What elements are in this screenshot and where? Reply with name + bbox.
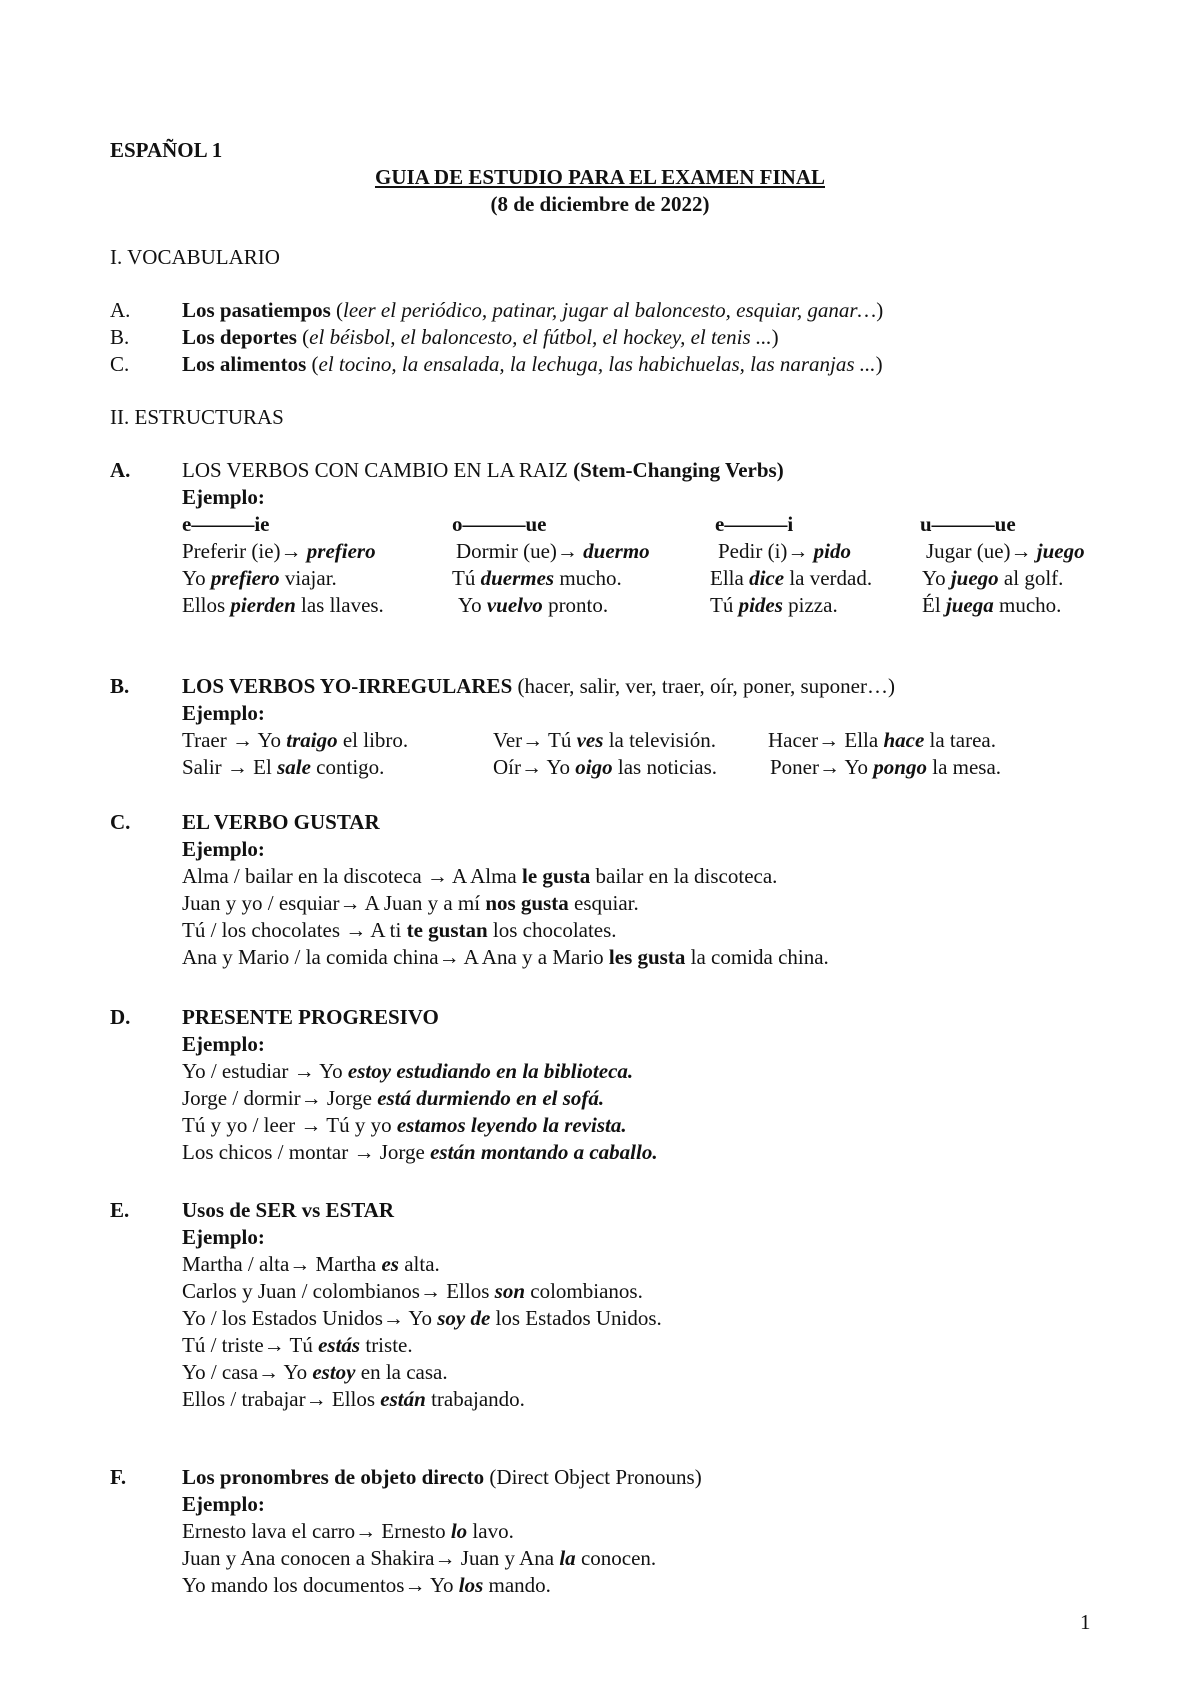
vocab-label: Los alimentos <box>182 352 307 376</box>
struct-f-title: Los pronombres de objeto directo (Direct Object Pronouns) <box>182 1465 702 1489</box>
yo-irregular-example: Ver→ Tú ves la televisión. <box>493 728 716 752</box>
vocab-label: Los pasatiempos <box>182 298 331 322</box>
arrow-icon: → <box>305 1387 327 1411</box>
stem-sentence: Él juega mucho. <box>922 593 1062 617</box>
pronoun-example: Juan y Ana conocen a Shakira→ Juan y Ana la conocen. <box>182 1546 657 1570</box>
gustar-example: Alma / bailar en la discoteca → A Alma le gusta bailar en la discoteca. <box>182 864 778 888</box>
progresivo-example: Jorge / dormir→ Jorge está durmiendo en el sofá. <box>182 1086 605 1110</box>
struct-letter-e: E. <box>110 1198 130 1222</box>
yo-irregular-example: Salir → El sale contigo. <box>182 755 385 779</box>
struct-b-title: LOS VERBOS YO-IRREGULARES (hacer, salir, ver, traer, oír, poner, suponer…) <box>182 674 895 698</box>
arrow-icon: → <box>263 1333 285 1357</box>
progresivo-example: Yo / estudiar → Yo estoy estudiando en la biblioteca. <box>182 1059 634 1083</box>
arrow-icon: → <box>382 1306 404 1330</box>
struct-letter-a: A. <box>110 458 131 482</box>
arrow-icon: → <box>355 1519 377 1543</box>
vocab-examples: el béisbol, el baloncesto, el fútbol, el hockey, el tenis ... <box>309 325 772 349</box>
arrow-icon: → <box>353 1140 375 1164</box>
pronoun-example: Yo mando los documentos→ Yo los mando. <box>182 1573 551 1597</box>
section-vocabulario-heading: I. VOCABULARIO <box>110 245 280 269</box>
arrow-icon: → <box>787 539 809 563</box>
arrow-icon: → <box>289 1252 311 1276</box>
progresivo-example: Tú y yo / leer → Tú y yo estamos leyendo la revista. <box>182 1113 627 1137</box>
vocab-letter-b: B. <box>110 325 130 349</box>
arrow-icon: → <box>280 539 302 563</box>
arrow-icon: → <box>818 728 840 752</box>
stem-sentence: Tú pides pizza. <box>710 593 838 617</box>
stem-sentence: Ellos pierden las llaves. <box>182 593 384 617</box>
struct-letter-c: C. <box>110 810 131 834</box>
progresivo-example: Los chicos / montar → Jorge están montando a caballo. <box>182 1140 658 1164</box>
arrow-icon: → <box>293 1059 315 1083</box>
arrow-icon: → <box>522 728 544 752</box>
page-number: 1 <box>1080 1610 1091 1634</box>
gustar-example: Tú / los chocolates → A ti te gustan los chocolates. <box>182 918 617 942</box>
arrow-icon: → <box>231 728 253 752</box>
stem-sentence: Tú duermes mucho. <box>452 566 622 590</box>
ser-estar-example: Yo / casa→ Yo estoy en la casa. <box>182 1360 448 1384</box>
page-title: GUIA DE ESTUDIO PARA EL EXAMEN FINAL <box>374 165 825 189</box>
struct-letter-b: B. <box>110 674 130 698</box>
vocab-examples: el tocino, la ensalada, la lechuga, las habichuelas, las naranjas ... <box>318 352 876 376</box>
arrow-icon: → <box>419 1279 441 1303</box>
ejemplo-label: Ejemplo: <box>182 701 265 725</box>
vocab-item-pasatiempos: Los pasatiempos (leer el periódico, patinar, jugar al baloncesto, esquiar, ganar…) <box>182 298 884 322</box>
pronoun-example: Ernesto lava el carro→ Ernesto lo lavo. <box>182 1519 514 1543</box>
gustar-example: Ana y Mario / la comida china→ A Ana y a Mario les gusta la comida china. <box>182 945 829 969</box>
ejemplo-label: Ejemplo: <box>182 1032 265 1056</box>
arrow-icon: → <box>438 945 460 969</box>
yo-irregular-example: Poner→ Yo pongo la mesa. <box>770 755 1002 779</box>
vocab-examples: leer el periódico, patinar, jugar al baloncesto, esquiar, ganar… <box>343 298 877 322</box>
arrow-icon: → <box>434 1546 456 1570</box>
struct-c-title: EL VERBO GUSTAR <box>182 810 380 834</box>
arrow-icon: → <box>426 864 448 888</box>
yo-irregular-example: Traer → Yo traigo el libro. <box>182 728 409 752</box>
stem-header-o-ue: o———ue <box>452 512 547 536</box>
stem-example-verb: Pedir (i)→ pido <box>718 539 851 563</box>
stem-header-u-ue: u———ue <box>920 512 1016 536</box>
ser-estar-example: Ellos / trabajar→ Ellos están trabajando. <box>182 1387 525 1411</box>
vocab-letter-c: C. <box>110 352 130 376</box>
ejemplo-label: Ejemplo: <box>182 837 265 861</box>
arrow-icon: → <box>300 1086 322 1110</box>
struct-letter-f: F. <box>110 1465 127 1489</box>
stem-example-verb: Preferir (ie)→ prefiero <box>182 539 376 563</box>
stem-sentence: Yo prefiero viajar. <box>182 566 337 590</box>
yo-irregular-example: Oír→ Yo oigo las noticias. <box>493 755 718 779</box>
stem-example-verb: Jugar (ue)→ juego <box>926 539 1085 563</box>
vocab-item-alimentos: Los alimentos (el tocino, la ensalada, la lechuga, las habichuelas, las naranjas ...) <box>182 352 883 376</box>
struct-letter-d: D. <box>110 1005 131 1029</box>
arrow-icon: → <box>345 918 367 942</box>
arrow-icon: → <box>300 1113 322 1137</box>
arrow-icon: → <box>339 891 361 915</box>
vocab-label: Los deportes <box>182 325 297 349</box>
ejemplo-label: Ejemplo: <box>182 485 265 509</box>
struct-a-title: LOS VERBOS CON CAMBIO EN LA RAIZ (Stem-Changing Verbs) <box>182 458 784 482</box>
vocab-letter-a: A. <box>110 298 131 322</box>
stem-sentence: Yo juego al golf. <box>922 566 1064 590</box>
stem-sentence: Yo vuelvo pronto. <box>458 593 609 617</box>
arrow-icon: → <box>226 755 248 779</box>
ejemplo-label: Ejemplo: <box>182 1492 265 1516</box>
ser-estar-example: Carlos y Juan / colombianos→ Ellos son colombianos. <box>182 1279 643 1303</box>
arrow-icon: → <box>404 1573 426 1597</box>
stem-header-e-ie: e———ie <box>182 512 270 536</box>
vocab-item-deportes: Los deportes (el béisbol, el baloncesto, el fútbol, el hockey, el tenis ...) <box>182 325 779 349</box>
stem-header-e-i: e———i <box>715 512 794 536</box>
gustar-example: Juan y yo / esquiar→ A Juan y a mí nos gusta esquiar. <box>182 891 639 915</box>
arrow-icon: → <box>819 755 840 779</box>
section-estructuras-heading: II. ESTRUCTURAS <box>110 405 284 429</box>
stem-sentence: Ella dice la verdad. <box>710 566 873 590</box>
arrow-icon: → <box>258 1360 280 1384</box>
yo-irregular-example: Hacer→ Ella hace la tarea. <box>768 728 996 752</box>
arrow-icon: → <box>556 539 578 563</box>
course-label: ESPAÑOL 1 <box>110 138 223 162</box>
arrow-icon: → <box>521 755 542 779</box>
ejemplo-label: Ejemplo: <box>182 1225 265 1249</box>
struct-e-title: Usos de SER vs ESTAR <box>182 1198 394 1222</box>
arrow-icon: → <box>1010 539 1032 563</box>
exam-date: (8 de diciembre de 2022) <box>490 192 710 216</box>
struct-d-title: PRESENTE PROGRESIVO <box>182 1005 439 1029</box>
ser-estar-example: Martha / alta→ Martha es alta. <box>182 1252 440 1276</box>
stem-example-verb: Dormir (ue)→ duermo <box>456 539 650 563</box>
ser-estar-example: Tú / triste→ Tú estás triste. <box>182 1333 413 1357</box>
ser-estar-example: Yo / los Estados Unidos→ Yo soy de los Estados Unidos. <box>182 1306 662 1330</box>
